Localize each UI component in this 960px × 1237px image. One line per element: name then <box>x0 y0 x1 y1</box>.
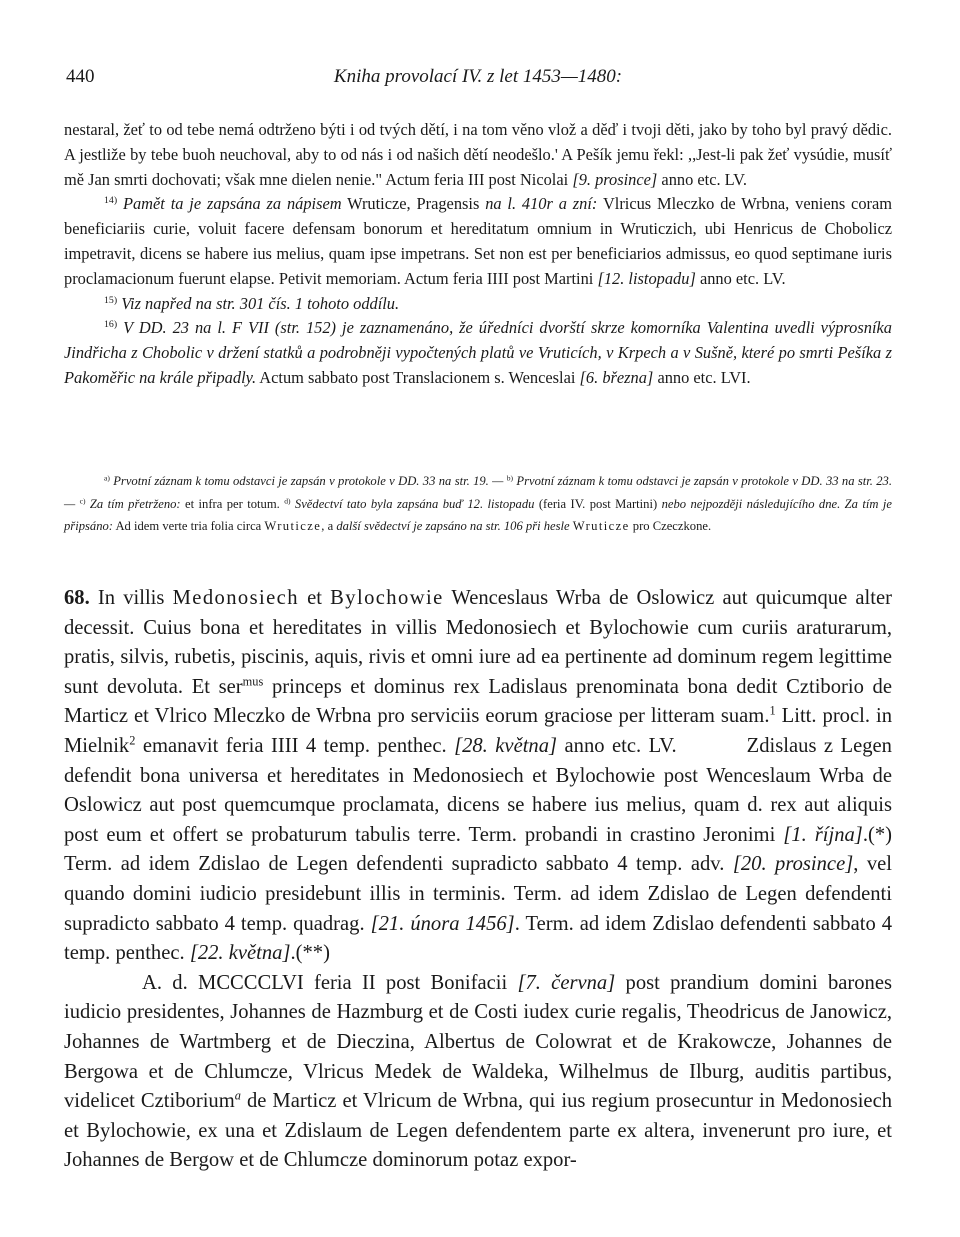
note-15: $^{15)}$ Viz napřed na str. 301 čís. 1 tohoto oddílu. <box>104 293 400 313</box>
note-marker: 15) <box>104 294 118 306</box>
note-marker: 14) <box>104 195 118 207</box>
note-16: $^{16)}$ V DD. 23 na l. F VII (str. 152) je zaznamenáno, že úředníci dvorští skrze komorníka Valentina uvedli výprosníka Jindřicha z Chobolic v držení statků a podrobněji vypočtených platů ve Vruticích, v Krpech a v Sušně, které po smrti Pešíka z Pakoměřic na krále připadly. Actum sabbato post Translacionem s. Wenceslai [6. března] anno etc. LVI. <box>64 318 892 387</box>
note-marker: 16) <box>104 319 118 331</box>
entry-68 <box>64 584 892 1176</box>
entry-number: 68. <box>64 587 90 609</box>
note-14: $^{14)}$ Pamět ta je zapsána za nápisem Wruticze, Pragensis na l. 410r a zní: Vlricus Mleczko de Wrbna, veniens coram beneficiariis curie, voluit facere defensam bonorum et hereditatum omnium in Wruticzich, ubi Henricus de Chobolicz impetravit, dicens se habere ius melius, quam ipse impetrans. Set non est per beneficiarios admissus, eo quod septimane iuris proclamacionum fuerunt elapse. Petivit memoriam. Actum feria IIII post Martini [12. listopadu] anno etc. LV. <box>64 194 892 288</box>
note-continuation: nestaral, žeť to od tebe nemá odtrženo býti i od tvých dětí, i na tom věno vlož a děď i tvoji děti, jako by toho byl pravý dědic. A jestliže by tebe buoh neuchoval, aby to od nás i od našich dětí neodešlo.' A Pešík jemu řekl: ,,Jest-li pak žeť vysúdie, musíť mě Jan smrti dochovati; však mne dielen nenie." Actum feria III post Nicolai [9. prosince] anno etc. LV. <box>64 120 892 189</box>
entry-paragraph-1: 68. In villis Medonosiech et Bylochowie Wenceslaus Wrba de Oslowicz aut quicumque alter decessit. Cuius bona et hereditates in villis Medonosiech et Bylochowie cum curiis araturarum, pratis, silvis, rubetis, piscinis, aquis, rivis et omni iure ad ea pertinente ad dominum regem legittime sunt devoluta. Et ser$^{mus}$ princeps et dominus rex Ladislaus prenominata bona dedit Cztiborio de Marticz et Vlrico Mleczko de Wrbna pro serviciis eorum graciose per litteram suam.$^1$ Litt. procl. in Mielnik$^2$ emanavit feria IIII 4 temp. penthec. [28. května] anno etc. LV. Zdislaus z Legen defendit bona universa et hereditates in Medonosiech et Bylochowie post Wenceslaum Wrba de Oslowicz aut post quemcumque proclamata, dicens se habere ius melius, quam d. rex aut aliquis post eum et offert se probaturum tabulis terre. Term. probandi in crastino Jeronimi [1. října].(*) Term. ad idem Zdislao de Legen defendenti supradicto sabbato 4 temp. adv. [20. prosince], vel quando domini iudicio presidebunt illis in terminis. Term. ad idem Zdislao de Legen defendenti supradicto sabbato 4 temp. quadrag. [21. února 1456]. Term. ad idem Zdislao defendenti sabbato 4 temp. penthec. [22. května].(**) <box>64 587 893 965</box>
running-title: Kniha provolací IV. z let 1453—1480: <box>333 66 623 87</box>
entry-paragraph-2: A. d. MCCCCLVI feria II post Bonifacii [7. června] post prandium domini barones iudicio presidentes, Johannes de Hazmburg et de Costi iudex curie regalis, Theodricus de Janowicz, Johannes de Wartmberg et de Dieczina, Albertus de Colowrat et de Krakowcze, Johannes de Bergowa et de Chlumcze, Vlricus Medek de Waldeka, Wilhelmus de Ilburg, auditis partibus, videlicet Cztiborium$^a$ de Marticz et Vlricum de Wrbna, qui ius regium prosecuntur in Medonosiech et Bylochowie, ex una et Zdislaum de Legen defendentem parte ex altera, invenerunt pro iure, et Johannes de Bergow et de Chlumcze dominorum potaz expor- <box>64 971 893 1172</box>
footnote-a-b-c-d: $^{a)}$ Prvotní záznam k tomu odstavci je zapsán v protokole v DD. 33 na str. 19. — $^{b)}$ Prvotní záznam k tomu odstavci je zapsán v protokole v DD. 33 na str. 23. — $^{c)}$ Za tím přetrženo: et infra per totum. $^{d)}$ Svědectví tato byla zapsána buď 12. listopadu (feria IV. post Martini) nebo nejpozději následujícího dne. Za tím je připsáno: Ad idem verte tria folia circa Wruticze, a další svědectví je zapsáno na str. 106 při hesle Wruticze pro Czeczkone. <box>64 473 893 534</box>
page-number: 440 <box>66 66 95 87</box>
page-header <box>64 66 892 94</box>
notes-block <box>64 118 892 391</box>
footnotes-block <box>64 470 892 538</box>
